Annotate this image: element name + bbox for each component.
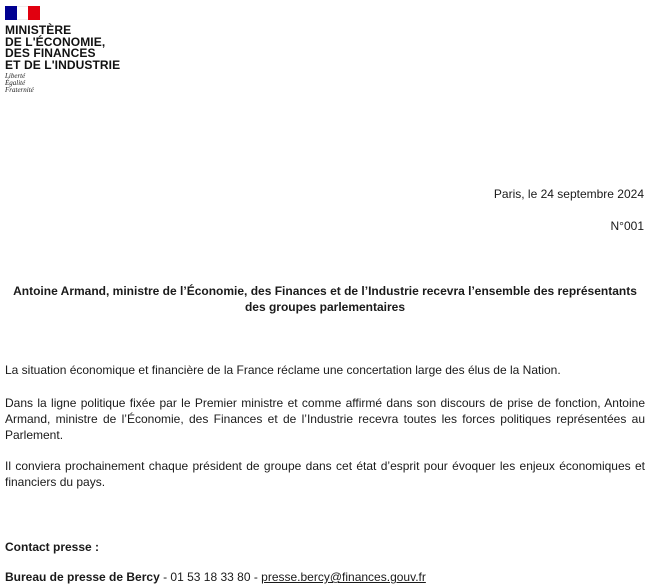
body-paragraph: Il conviera prochainement chaque président de groupe dans cet état d’esprit pour évoquer les enjeux économiques et financiers du pays. [5, 459, 645, 489]
press-office-name: Bureau de presse de Bercy [5, 570, 160, 584]
press-phone: - 01 53 18 33 80 - [159, 570, 262, 584]
contact-heading: Contact presse : [5, 540, 100, 554]
motto-line: Égalité [5, 79, 26, 87]
flag-blue-stripe [5, 6, 17, 20]
ministry-name [5, 25, 120, 71]
ministry-logo [5, 6, 120, 94]
press-contact-line [5, 570, 426, 584]
body-paragraph: Dans la ligne politique fixée par le Premier ministre et comme affirmé dans son discours de prise de fonction, Antoine Armand, ministre de l’Économie, des Finances et de l’Industrie recevra toutes les forces politiques représentées au Parlement. [5, 396, 645, 442]
press-email-link[interactable]: presse.bercy@finances.gouv.fr [261, 570, 426, 584]
ministry-line: DES FINANCES [5, 46, 96, 60]
press-release-title: Antoine Armand, ministre de l’Économie, des Finances et de l’Industrie recevra l’ensemble des représentants des groupes parlementaires [13, 284, 637, 314]
flag-red-stripe [28, 6, 40, 20]
press-release-date: Paris, le 24 septembre 2024 [493, 187, 644, 201]
motto-line: Fraternité [5, 86, 34, 94]
ministry-line: DE L'ÉCONOMIE, [5, 34, 106, 49]
press-release-number: N°001 [610, 219, 644, 233]
body-paragraph: La situation économique et financière de la France réclame une concertation large des élus de la Nation. [5, 363, 561, 377]
flag-white-stripe [17, 6, 28, 20]
motto-line: Liberté [5, 72, 26, 80]
ministry-line: MINISTÈRE [5, 23, 72, 37]
french-flag-icon [5, 6, 40, 20]
republic-motto [5, 73, 120, 94]
ministry-line: ET DE L'INDUSTRIE [5, 57, 121, 72]
